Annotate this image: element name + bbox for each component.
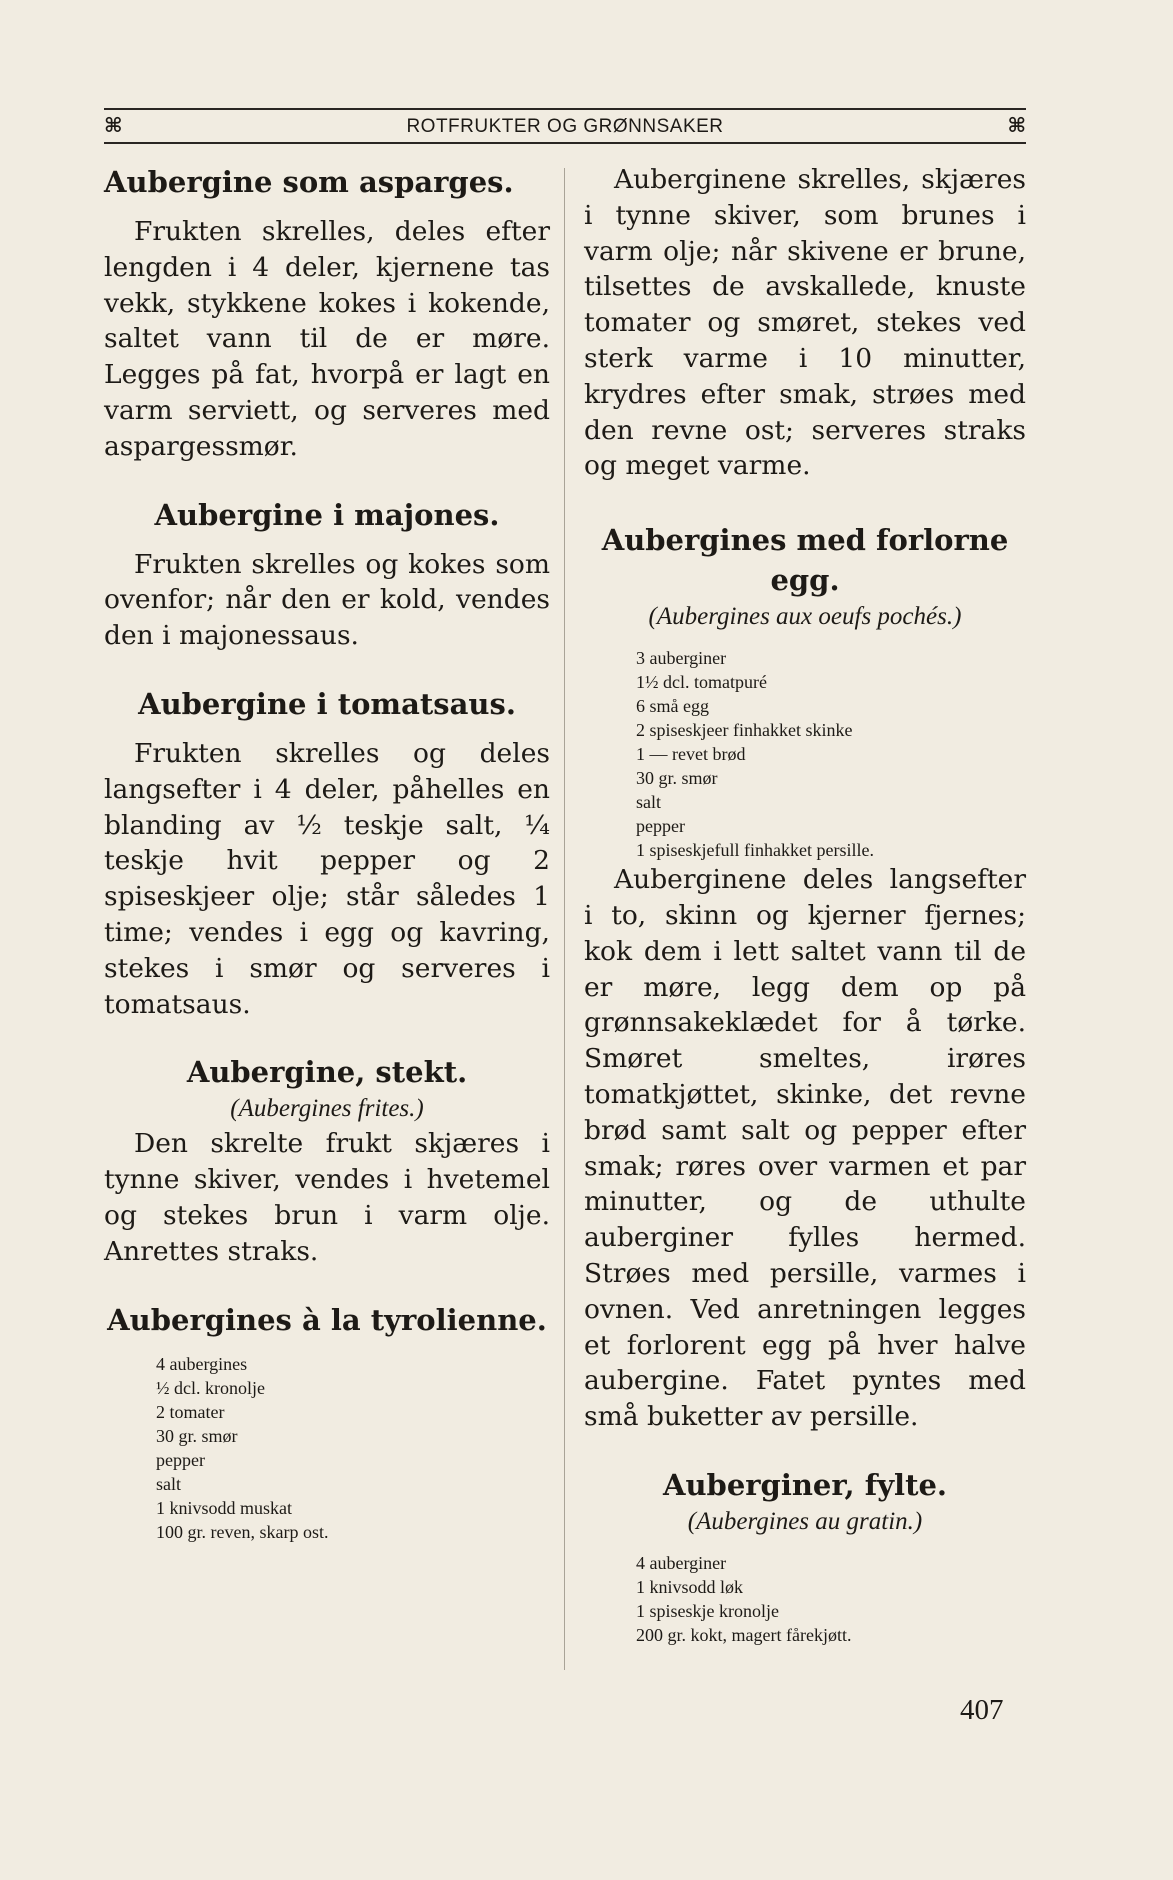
recipe-title: Aubergine, stekt. — [186, 1055, 468, 1090]
ingredient-item: 2 tomater — [156, 1401, 225, 1422]
ingredient-item: salt — [156, 1473, 181, 1494]
recipe-text: Frukten skrelles, deles efter lengden i 4 deler, kjernene tas vekk, stykkene kokes i kokende, saltet vann til de er møre. Legges på fat, hvorpå er lagt en varm serviett, og serveres med aspargessmør. — [104, 216, 550, 462]
header-ornament-left: ⌘ — [104, 113, 123, 137]
ingredient-item: 3 auberginer — [636, 648, 727, 669]
ingredient-item: 1 — revet brød — [636, 744, 746, 765]
ingredient-item: 1 spiseskje kronolje — [636, 1600, 779, 1621]
recipe-title: Aubergine som asparges. — [104, 165, 514, 199]
running-header — [104, 108, 1026, 144]
recipe-text: Auberginene skrelles, skjæres i tynne skiver, som brunes i varm olje; når skivene er brune, tilsettes de avskallede, knuste tomater og smøret, stekes ved sterk varme i 10 minutter, krydres efter smak, strøes med den revne ost; serveres straks og meget varme. — [584, 164, 1026, 482]
recipe-text: Frukten skrelles og kokes som ovenfor; når den er kold, vendes den i majonessaus. — [104, 548, 550, 652]
recipe-text: Auberginene deles langsefter i to, skinn og kjerner fjernes; kok dem i lett saltet vann til de er møre, legg dem op på grønnsakeklædet for å tørke. Smøret smeltes, irøres tomatkjøttet, skinke, det revne brød samt salt og pepper efter smak; røres over varmen et par minutter, og de uthulte auberginer fylles hermed. Strøes med persille, varmes i ovnen. Ved anretningen legges et forlorent egg på hver halve aubergine. Fatet pyntes med små buketter av persille. — [584, 864, 1026, 1433]
ingredient-item: 200 gr. kokt, magert fårekjøtt. — [636, 1624, 852, 1645]
ingredient-item: 4 auberginer — [636, 1552, 727, 1573]
ingredient-item: salt — [636, 792, 661, 813]
ingredient-list — [584, 646, 1026, 862]
ingredient-item: 30 gr. smør — [636, 768, 718, 789]
header-title: ROTFRUKTER OG GRØNNSAKER — [406, 116, 724, 137]
left-column — [104, 162, 550, 1544]
recipe-title: Aubergine i tomatsaus. — [138, 686, 516, 721]
ingredient-item: 1 knivsodd muskat — [156, 1497, 293, 1518]
column-divider — [564, 168, 565, 1670]
header-ornament-right: ⌘ — [1007, 113, 1026, 137]
ingredient-item: pepper — [156, 1449, 205, 1470]
ingredient-item: 2 spiseskjeer finhakket skinke — [636, 720, 853, 741]
recipe-subtitle: (Aubergines frites.) — [230, 1095, 424, 1123]
ingredient-item: 4 aubergines — [156, 1353, 248, 1374]
ingredient-list — [104, 1352, 550, 1544]
ingredient-item: 1 knivsodd løk — [636, 1576, 744, 1597]
ingredient-item: 6 små egg — [636, 696, 709, 717]
recipe-subtitle: (Aubergines aux oeufs pochés.) — [648, 603, 962, 631]
ingredient-item: pepper — [636, 816, 685, 837]
recipe-subtitle: (Aubergines au gratin.) — [687, 1507, 923, 1535]
ingredient-list — [584, 1551, 1026, 1647]
ingredient-item: 1½ dcl. tomatpuré — [636, 672, 767, 693]
recipe-title: Aubergine i majones. — [154, 497, 500, 532]
ingredient-item: 1 spiseskjefull finhakket persille. — [636, 840, 874, 861]
recipe-title: Aubergines à la tyrolienne. — [107, 1302, 547, 1337]
recipe-text: Frukten skrelles og deles langsefter i 4 deler, påhelles en blanding av ½ teskje salt, ¼ teskje hvit pepper og 2 spiseskjeer olje; står således 1 time; vendes i egg og kavring, stekes i smør og serveres i tomatsaus. — [104, 737, 550, 1020]
ingredient-item: 100 gr. reven, skarp ost. — [156, 1521, 329, 1542]
recipe-title: Auberginer, fylte. — [662, 1467, 948, 1502]
ingredient-item: 30 gr. smør — [156, 1425, 238, 1446]
page-number: 407 — [960, 1694, 1004, 1726]
ingredient-item: ½ dcl. kronolje — [156, 1377, 265, 1398]
right-column — [584, 162, 1026, 1647]
recipe-title: Aubergines med forlorne egg. — [601, 523, 1009, 598]
recipe-text: Den skrelte frukt skjæres i tynne skiver, vendes i hvetemel og stekes brun i varm olje. Anrettes straks. — [104, 1128, 550, 1267]
